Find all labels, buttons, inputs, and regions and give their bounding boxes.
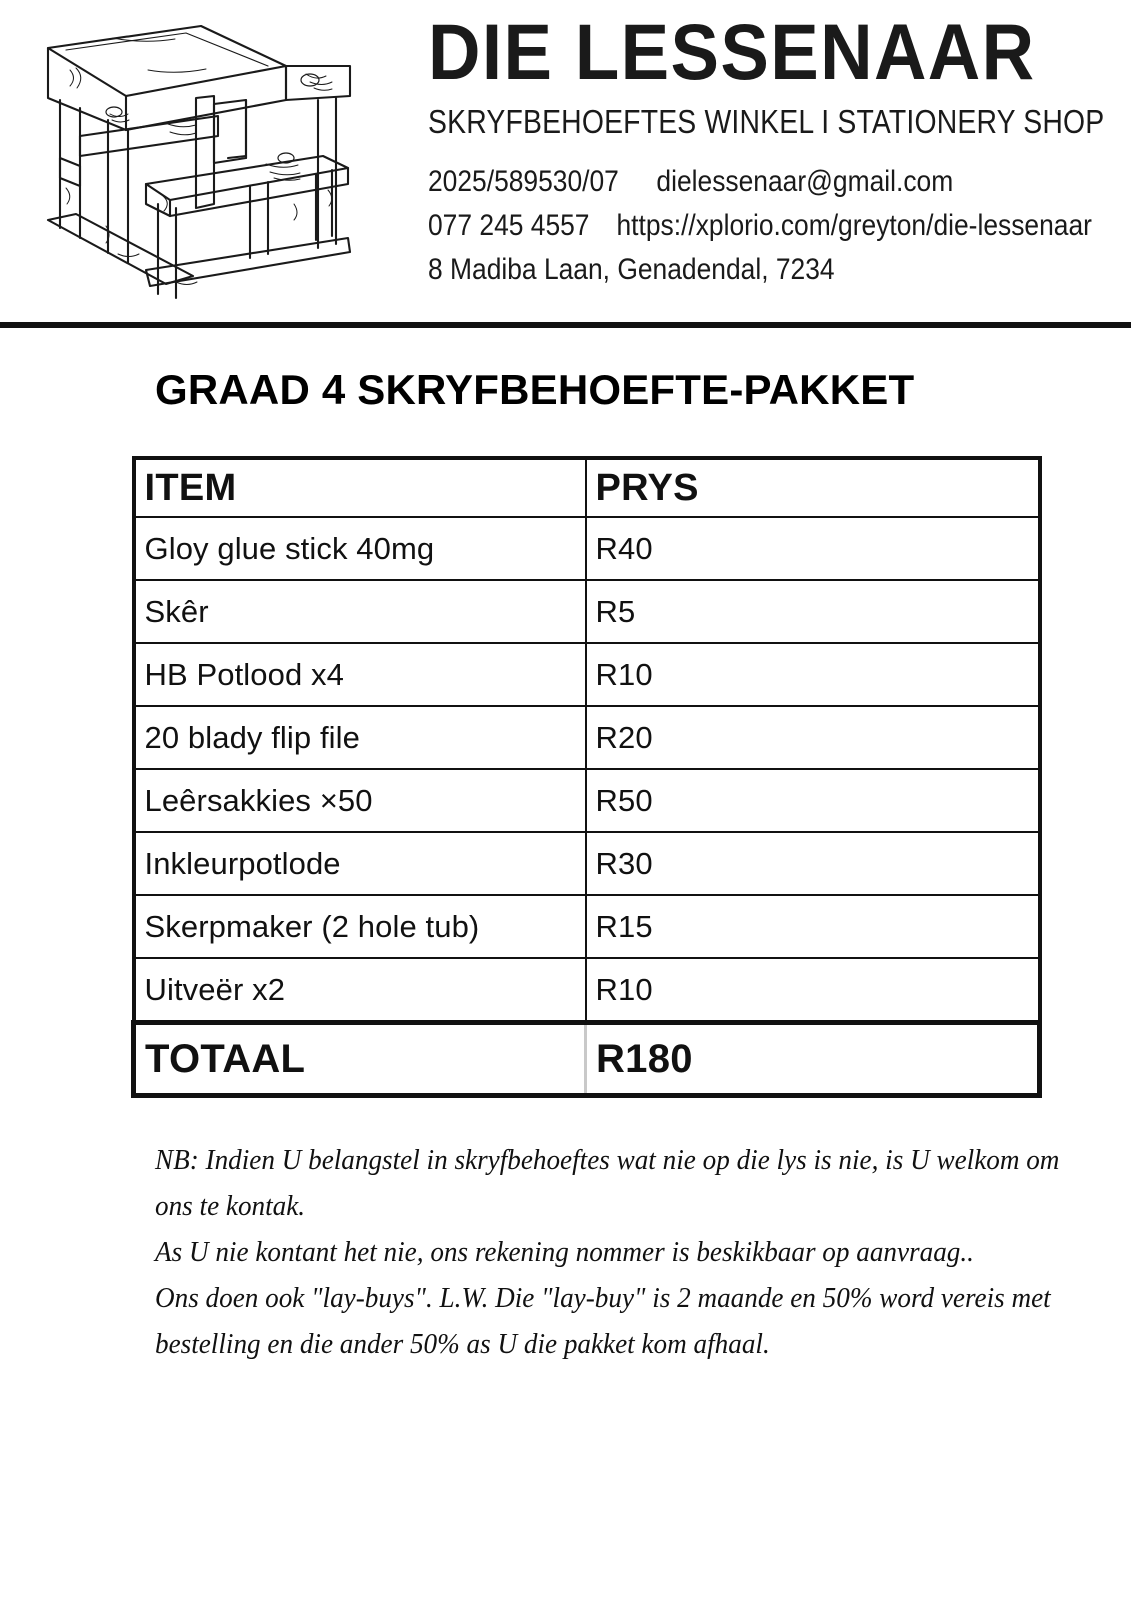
item-price: R10 (586, 958, 1040, 1023)
item-name: Skerpmaker (2 hole tub) (134, 895, 586, 958)
table-header-row (134, 458, 1040, 517)
item-price: R20 (586, 706, 1040, 769)
footer-note (155, 1138, 1060, 1368)
header-divider-rule (0, 322, 1131, 328)
column-header-price: PRYS (586, 458, 1040, 517)
contact-line-phone-website (428, 204, 1092, 248)
website-url[interactable]: https://xplorio.com/greyton/die-lessenaar (616, 209, 1092, 242)
footer-note-line: ons te kontak. (155, 1191, 306, 1222)
stationery-price-table (131, 456, 1042, 1098)
item-price: R15 (586, 895, 1040, 958)
contact-line-address (428, 248, 1019, 292)
street-address: 8 Madiba Laan, Genadendal, 7234 (428, 253, 835, 286)
table-row (134, 958, 1040, 1023)
item-name: 20 blady flip file (134, 706, 586, 769)
footer-note-line: Ons doen ook "lay-buys". L.W. Die "lay-buy" is 2 maande en 50% word vereis met (155, 1283, 1051, 1314)
footer-note-line: NB: Indien U belangstel in skryfbehoeftes wat nie op die lys is nie, is U welkom om (155, 1145, 1060, 1176)
table-row (134, 580, 1040, 643)
school-desk-illustration-icon (18, 8, 370, 300)
contact-details (428, 160, 1100, 292)
table-body (134, 517, 1040, 1023)
item-name: Inkleurpotlode (134, 832, 586, 895)
table-row (134, 706, 1040, 769)
page-title: GRAAD 4 SKRYFBEHOEFTE-PAKKET (155, 366, 915, 413)
item-price: R30 (586, 832, 1040, 895)
item-price: R50 (586, 769, 1040, 832)
column-header-item: ITEM (134, 458, 586, 517)
item-price: R40 (586, 517, 1040, 580)
brand-block (428, 0, 1105, 310)
item-name: Gloy glue stick 40mg (134, 517, 586, 580)
table-row (134, 643, 1040, 706)
phone-number[interactable]: 077 245 4557 (428, 209, 590, 242)
registration-number: 2025/589530/07 (428, 165, 619, 198)
total-label: TOTAAL (134, 1023, 586, 1096)
item-price: R5 (586, 580, 1040, 643)
contact-line-registration-email (428, 160, 1019, 204)
table-head (134, 458, 1040, 517)
footer-note-line: As U nie kontant het nie, ons rekening nommer is beskikbaar op aanvraag.. (155, 1237, 974, 1268)
item-name: Leêrsakkies ×50 (134, 769, 586, 832)
item-price: R10 (586, 643, 1040, 706)
item-name: Skêr (134, 580, 586, 643)
total-value: R180 (586, 1023, 1040, 1096)
item-name: HB Potlood x4 (134, 643, 586, 706)
letterhead (0, 0, 1131, 325)
email-address[interactable]: dielessenaar@gmail.com (656, 165, 954, 198)
item-name: Uitveër x2 (134, 958, 586, 1023)
table-row (134, 769, 1040, 832)
table-row (134, 517, 1040, 580)
table-row (134, 895, 1040, 958)
brand-subtitle: SKRYFBEHOEFTES WINKEL I STATIONERY SHOP (428, 103, 1105, 140)
table-foot (134, 1023, 1040, 1096)
brand-name: DIE LESSENAAR (428, 7, 1036, 96)
table-row (134, 832, 1040, 895)
total-row (134, 1023, 1040, 1096)
footer-note-line: bestelling en die ander 50% as U die pakket kom afhaal. (155, 1329, 770, 1360)
